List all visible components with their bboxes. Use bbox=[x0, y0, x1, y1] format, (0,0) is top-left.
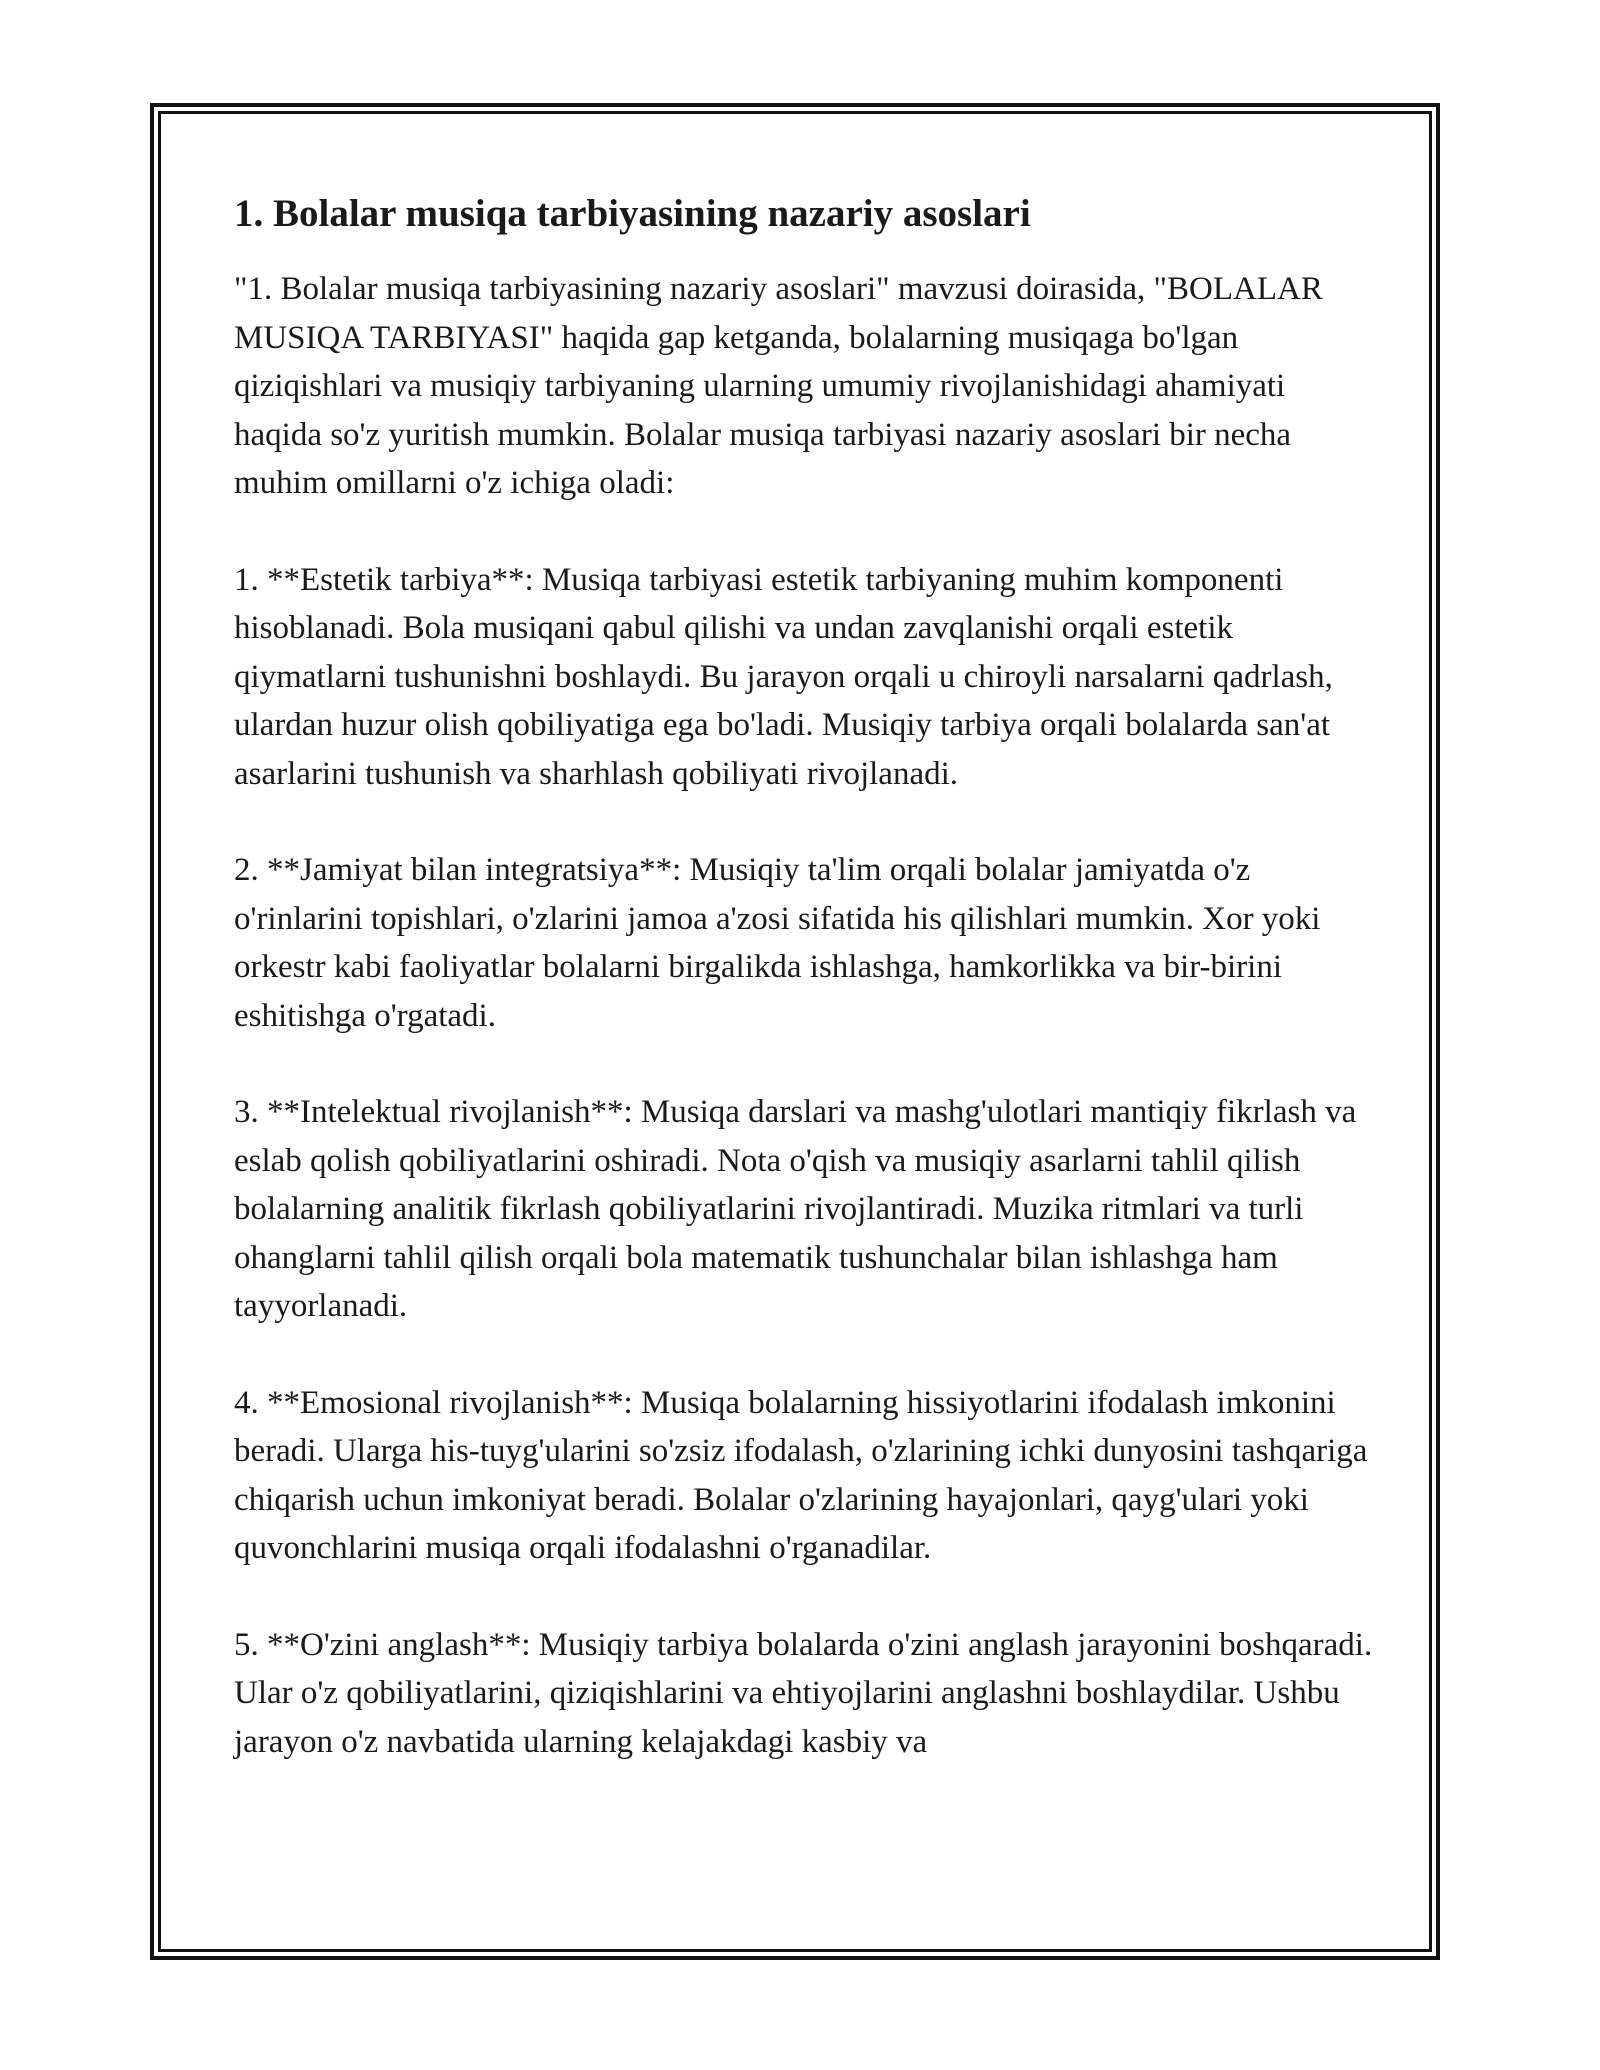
paragraph-intelektual-rivojlanish: 3. **Intelektual rivojlanish**: Musiqa darslari va mashg'ulotlari mantiqiy fikrlash va eslab qolish qobiliyatlarini oshiradi. Nota o'qish va musiqiy asarlarni tahlil qilish bolalarning analitik fikrlash qobiliyatlarini rivojlantiradi. Muzika ritmlari va turli ohanglarni tahlil qilish orqali bola matematik tushunchalar bilan ishlashga ham tayyorlanadi. bbox=[234, 1094, 1357, 1324]
document-body bbox=[234, 185, 1374, 1814]
paragraph-ozini-anglash: 5. **O'zini anglash**: Musiqiy tarbiya bolalarda o'zini anglash jarayonini boshqaradi. Ular o'z qobiliyatlarini, qiziqishlarini va ehtiyojlarini anglashni boshlaydilar. Ushbu jarayon o'z navbatida ularning kelajakdagi kasbiy va bbox=[234, 1626, 1373, 1760]
paragraph-estetik-tarbiya: 1. **Estetik tarbiya**: Musiqa tarbiyasi estetik tarbiyaning muhim komponenti hisoblanadi. Bola musiqani qabul qilishi va undan zavqlanishi orqali estetik qiymatlarni tushunishni boshlaydi. Bu jarayon orqali u chiroyli narsalarni qadrlash, ulardan huzur olish qobiliyatiga ega bo'ladi. Musiqiy tarbiya orqali bolalarda san'at asarlarini tushunish va sharhlash qobiliyati rivojlanadi. bbox=[234, 561, 1333, 792]
document-title: 1. Bolalar musiqa tarbiyasining nazariy asoslari bbox=[234, 192, 1031, 235]
intro-paragraph: "1. Bolalar musiqa tarbiyasining nazariy asoslari" mavzusi doirasida, "BOLALAR MUSIQA TARBIYASI" haqida gap ketganda, bolalarning musiqaga bo'lgan qiziqishlari va musiqiy tarbiyaning ularning umumiy rivojlanishidagi ahamiyati haqida so'z yuritish mumkin. Bolalar musiqa tarbiyasi nazariy asoslari bir necha muhim omillarni o'z ichiga oladi: bbox=[234, 271, 1323, 501]
paragraph-jamiyat-integratsiya: 2. **Jamiyat bilan integratsiya**: Musiqiy ta'lim orqali bolalar jamiyatda o'z o'rinlarini topishlari, o'zlarini jamoa a'zosi sifatida his qilishlari mumkin. Xor yoki orkestr kabi faoliyatlar bolalarni birgalikda ishlashga, hamkorlikka va bir-birini eshitishga o'rgatadi. bbox=[234, 852, 1321, 1034]
paragraph-emosional-rivojlanish: 4. **Emosional rivojlanish**: Musiqa bolalarning hissiyotlarini ifodalash imkonini beradi. Ularga his-tuyg'ularini so'zsiz ifodalash, o'zlarining ichki dunyosini tashqariga chiqarish uchun imkoniyat beradi. Bolalar o'zlarining hayajonlari, qayg'ulari yoki quvonchlarini musiqa orqali ifodalashni o'rganadilar. bbox=[234, 1384, 1368, 1566]
